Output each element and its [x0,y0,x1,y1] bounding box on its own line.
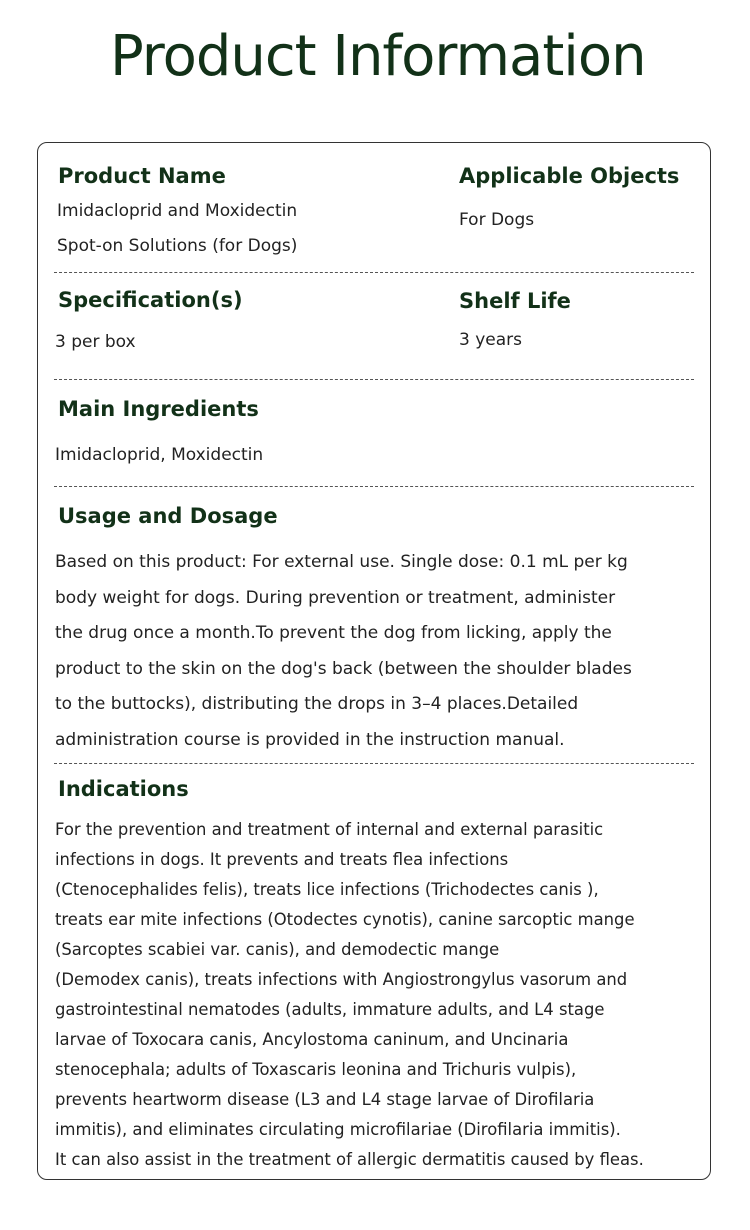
usage-dosage-text [55,545,632,758]
section-divider [54,379,694,380]
indications-label: Indications [58,777,189,801]
indications-line: (Sarcoptes scabiei var. canis), and demodectic mange [55,940,500,959]
shelf-life-value: 3 years [459,330,523,350]
usage-dosage-label: Usage and Dosage [58,504,278,528]
indications-line: stenocephala; adults of Toxascaris leonina and Trichuris vulpis), [55,1060,577,1079]
product-name-label: Product Name [58,164,226,188]
shelf-life-label: Shelf Life [459,289,571,313]
section-divider [54,272,694,273]
specification-value: 3 per box [55,332,136,352]
applicable-objects-label: Applicable Objects [459,164,680,188]
usage-line: Based on this product: For external use. Single dose: 0.1 mL per kg [55,552,628,572]
usage-line: body weight for dogs. During prevention or treatment, administer [55,587,616,608]
indications-line: It can also assist in the treatment of allergic dermatitis caused by fleas. [55,1150,644,1169]
indications-line: (Ctenocephalides felis), treats lice infections (Trichodectes canis ), [55,880,599,899]
usage-line: administration course is provided in the instruction manual. [55,729,565,750]
product-name-value-line1: Imidacloprid and Moxidectin [57,201,298,221]
specification-label: Specification(s) [58,288,243,312]
indications-line: For the prevention and treatment of internal and external parasitic [55,820,604,839]
section-divider [54,486,694,487]
indications-line: gastrointestinal nematodes (adults, immature adults, and L4 stage [55,1000,605,1019]
indications-line: larvae of Toxocara canis, Ancylostoma caninum, and Uncinaria [55,1030,569,1049]
section-divider [54,763,694,764]
usage-line: to the buttocks), distributing the drops in 3–4 places.Detailed [55,694,579,714]
indications-line: treats ear mite infections (Otodectes cynotis), canine sarcoptic mange [55,910,635,929]
product-name-value-line2: Spot-on Solutions (for Dogs) [57,236,298,256]
usage-line: product to the skin on the dog's back (between the shoulder blades [55,658,632,679]
main-ingredients-value: Imidacloprid, Moxidectin [55,445,264,465]
indications-line: immitis), and eliminates circulating microfilariae (Dirofilaria immitis). [55,1120,621,1139]
indications-line: (Demodex canis), treats infections with Angiostrongylus vasorum and [55,970,628,989]
indications-text [55,815,644,1175]
indications-line: infections in dogs. It prevents and treats flea infections [55,850,509,869]
page-title: Product Information [110,24,646,89]
product-info-card [37,142,711,1180]
applicable-objects-value: For Dogs [459,210,535,230]
indications-line: prevents heartworm disease (L3 and L4 stage larvae of Dirofilaria [55,1090,595,1109]
usage-line: the drug once a month.To prevent the dog from licking, apply the [55,623,612,643]
main-ingredients-label: Main Ingredients [58,397,259,421]
